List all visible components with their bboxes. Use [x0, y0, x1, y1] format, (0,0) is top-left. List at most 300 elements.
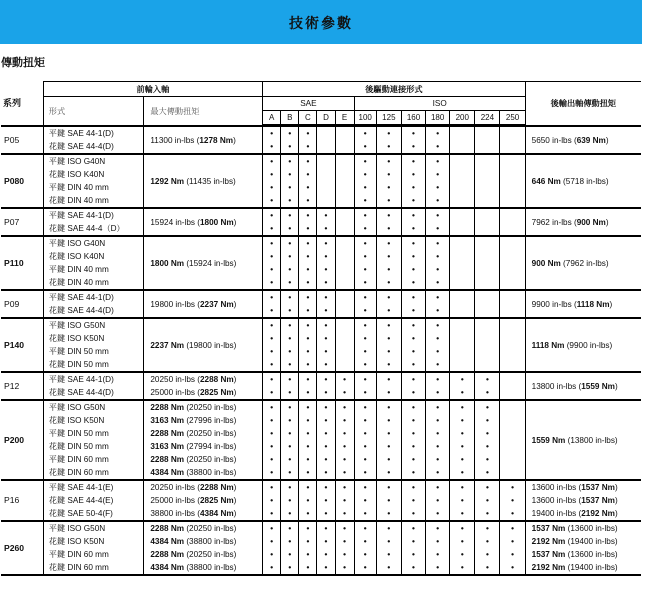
compat-cell [475, 208, 500, 236]
nm-value: 2192 Nm [531, 537, 566, 546]
compat-dot: • [387, 334, 391, 343]
output-torque-header: 後輸出軸傳動扭矩 [525, 82, 641, 127]
compat-dot: • [288, 142, 292, 151]
compat-dot: • [306, 347, 310, 356]
compat-dot: • [288, 455, 292, 464]
compat-dot: • [511, 509, 514, 518]
compat-dot: • [288, 388, 292, 397]
compat-dot: • [363, 537, 367, 546]
form-line: 花鍵 SAE 44-4(D) [48, 306, 114, 315]
nm-value: 1800 Nm [199, 217, 234, 227]
compat-cell [401, 236, 425, 290]
nm-value: 2288 Nm [150, 403, 185, 412]
value-text: (27996 in-lbs) [184, 416, 237, 425]
compat-dot: • [270, 496, 274, 505]
output-torque-cell [525, 480, 641, 521]
compat-dot: • [288, 468, 292, 477]
value-line [532, 298, 641, 311]
compat-cell [450, 208, 475, 236]
form-line: 平鍵 SAE 44-1(D) [48, 211, 114, 220]
compat-cell [426, 372, 450, 400]
value-text: (19800 in-lbs) [184, 340, 237, 350]
nm-value: 3163 Nm [150, 442, 185, 451]
compat-dot: • [324, 455, 328, 464]
value-line [532, 561, 641, 574]
compat-dot: • [436, 468, 440, 477]
form-line: 平鍵 DIN 40 mm [48, 183, 109, 192]
max-torque-cell [144, 208, 263, 236]
flange-col-header: B [281, 111, 299, 125]
compat-cell [263, 521, 281, 575]
compat-dot: • [363, 293, 367, 302]
compat-cell [335, 236, 354, 290]
flange-col-header: 160 [401, 111, 425, 125]
nm-value: 1537 Nm [531, 550, 566, 559]
compat-dot: • [324, 375, 328, 384]
compat-dot: • [324, 224, 328, 233]
nm-value: 1537 Nm [581, 496, 615, 505]
form-header: 形式 [43, 97, 144, 127]
compat-dot: • [270, 183, 274, 192]
compat-dot: • [436, 170, 440, 179]
compat-dot: • [387, 403, 391, 412]
compat-dot: • [412, 157, 415, 166]
nm-value: 2288 Nm [150, 550, 185, 559]
compat-cell [426, 480, 450, 521]
compat-dot: • [363, 306, 367, 315]
compat-dot: • [387, 170, 391, 179]
compat-dot: • [436, 403, 440, 412]
compat-dot: • [363, 211, 367, 220]
compat-dot: • [387, 239, 391, 248]
compat-dot: • [436, 293, 440, 302]
compat-cell [376, 318, 401, 372]
compat-cell [335, 521, 354, 575]
compat-dot: • [343, 388, 347, 397]
series-cell: P09 [1, 290, 43, 318]
compat-cell [354, 480, 376, 521]
compat-dot: • [511, 496, 514, 505]
compat-cell [354, 372, 376, 400]
value-text: (13600 in-lbs) [565, 524, 618, 533]
value-line [150, 535, 262, 548]
value-line [532, 380, 641, 393]
table-row [1, 290, 641, 318]
compat-dot: • [270, 224, 274, 233]
compat-dot: • [436, 252, 440, 261]
value-text: (19400 in-lbs) [565, 537, 618, 546]
compat-dot: • [343, 509, 347, 518]
compat-dot: • [288, 211, 292, 220]
compat-cell [263, 400, 281, 480]
form-line: 花鍵 ISO K40N [48, 252, 105, 261]
max-torque-cell [144, 480, 263, 521]
compat-dot: • [324, 509, 328, 518]
compat-dot: • [324, 403, 328, 412]
compat-cell [401, 521, 425, 575]
compat-dot: • [387, 347, 391, 356]
compat-dot: • [324, 321, 328, 330]
form-line: 平鍵 SAE 44-1(D) [48, 375, 114, 384]
compat-dot: • [436, 429, 440, 438]
compat-dot: • [288, 375, 292, 384]
compat-dot: • [363, 524, 367, 533]
compat-dot: • [412, 483, 415, 492]
form-line: 平鍵 SAE 44-1(D) [48, 293, 114, 302]
compat-dot: • [363, 224, 367, 233]
compat-cell [354, 521, 376, 575]
nm-value: 4384 Nm [199, 509, 234, 518]
value-line [150, 134, 262, 147]
form-line: 平鍵 ISO G50N [48, 321, 106, 330]
nm-value: 1800 Nm [150, 258, 185, 268]
compat-dot: • [306, 388, 310, 397]
value-text: ) [233, 388, 237, 397]
compat-dot: • [324, 293, 328, 302]
compat-cell [500, 372, 525, 400]
compat-dot: • [324, 524, 328, 533]
compat-dot: • [306, 265, 310, 274]
compat-dot: • [288, 483, 292, 492]
compat-cell [401, 290, 425, 318]
compat-dot: • [306, 375, 310, 384]
compat-cell [376, 126, 401, 154]
value-line [150, 339, 262, 352]
compat-dot: • [363, 496, 367, 505]
compat-dot: • [460, 483, 464, 492]
compat-dot: • [436, 442, 440, 451]
compat-dot: • [324, 306, 328, 315]
compat-cell [450, 521, 475, 575]
compat-dot: • [324, 360, 328, 369]
compat-dot: • [485, 550, 489, 559]
flange-col-header: 250 [500, 111, 525, 125]
compat-dot: • [363, 360, 367, 369]
compat-dot: • [412, 429, 415, 438]
value-line [532, 535, 641, 548]
value-line [532, 548, 641, 561]
compat-dot: • [306, 224, 310, 233]
compat-dot: • [288, 265, 292, 274]
compat-cell [299, 480, 317, 521]
compat-cell [376, 290, 401, 318]
nm-value: 639 Nm [576, 135, 606, 145]
compat-dot: • [288, 196, 292, 205]
form-line: 平鍵 ISO G50N [48, 403, 106, 412]
compat-dot: • [387, 224, 391, 233]
value-text: (27994 in-lbs) [184, 442, 237, 451]
compat-dot: • [412, 563, 415, 572]
table-row [1, 126, 641, 154]
form-cell [43, 290, 144, 318]
compat-dot: • [387, 211, 391, 220]
form-cell [43, 521, 144, 575]
value-text: (19400 in-lbs) [565, 563, 618, 572]
compat-dot: • [270, 388, 274, 397]
compat-dot: • [288, 403, 292, 412]
compat-cell [376, 236, 401, 290]
series-cell: P12 [1, 372, 43, 400]
compat-dot: • [387, 563, 391, 572]
value-line [150, 440, 262, 453]
compat-cell [299, 208, 317, 236]
compat-dot: • [387, 306, 391, 315]
output-torque-cell [525, 126, 641, 154]
compat-dot: • [436, 196, 440, 205]
compat-dot: • [460, 375, 464, 384]
compat-dot: • [387, 360, 391, 369]
nm-value: 2192 Nm [581, 509, 615, 518]
output-torque-cell [525, 372, 641, 400]
compat-dot: • [460, 524, 464, 533]
compat-dot: • [460, 429, 464, 438]
compat-dot: • [412, 321, 415, 330]
compat-dot: • [324, 537, 328, 546]
compat-dot: • [387, 416, 391, 425]
compat-cell [500, 154, 525, 208]
compat-cell [263, 126, 281, 154]
compat-dot: • [363, 157, 367, 166]
compat-dot: • [288, 524, 292, 533]
value-text: ) [614, 483, 618, 492]
compat-dot: • [436, 509, 440, 518]
compat-dot: • [412, 211, 415, 220]
form-line: 花鍵 SAE 44-4(D) [48, 142, 114, 151]
compat-cell [281, 208, 299, 236]
compat-dot: • [306, 496, 310, 505]
compat-dot: • [387, 388, 391, 397]
value-line [150, 427, 262, 440]
iso-header: ISO [354, 97, 525, 111]
compat-dot: • [436, 334, 440, 343]
compat-dot: • [324, 416, 328, 425]
compat-dot: • [387, 550, 391, 559]
nm-value: 2288 Nm [199, 375, 234, 384]
compat-dot: • [387, 442, 391, 451]
compat-dot: • [288, 157, 292, 166]
compat-dot: • [288, 496, 292, 505]
input-shaft-group-header: 前輪入軸 [43, 82, 262, 97]
compat-dot: • [436, 239, 440, 248]
compat-dot: • [306, 196, 310, 205]
compat-dot: • [288, 321, 292, 330]
compat-dot: • [412, 183, 415, 192]
compat-dot: • [436, 321, 440, 330]
output-torque-cell [525, 208, 641, 236]
compat-cell [299, 400, 317, 480]
max-torque-cell [144, 400, 263, 480]
nm-value: 2825 Nm [199, 388, 234, 397]
compat-dot: • [363, 550, 367, 559]
compat-dot: • [270, 429, 274, 438]
compat-dot: • [324, 239, 328, 248]
form-line: 平鍵 DIN 40 mm [48, 265, 109, 274]
value-line [532, 257, 641, 270]
compat-dot: • [306, 455, 310, 464]
value-text: ) [614, 496, 618, 505]
compat-dot: • [412, 524, 415, 533]
compat-dot: • [436, 157, 440, 166]
compat-dot: • [436, 483, 440, 492]
compat-dot: • [460, 388, 464, 397]
flange-col-header: 100 [354, 111, 376, 125]
compat-dot: • [288, 429, 292, 438]
compat-dot: • [485, 537, 489, 546]
page-title: 技術參數 [289, 15, 353, 31]
value-text: (20250 in-lbs) [184, 403, 237, 412]
compat-cell [500, 400, 525, 480]
compat-dot: • [343, 429, 347, 438]
compat-cell [299, 126, 317, 154]
sae-header: SAE [263, 97, 355, 111]
compat-dot: • [270, 403, 274, 412]
compat-cell [317, 236, 335, 290]
compat-dot: • [412, 347, 415, 356]
compat-dot: • [343, 442, 347, 451]
compat-dot: • [436, 142, 440, 151]
value-text: (11435 in-lbs) [184, 176, 236, 186]
compat-cell [401, 318, 425, 372]
value-text: (13600 in-lbs) [565, 550, 618, 559]
compat-dot: • [343, 537, 347, 546]
compat-dot: • [387, 468, 391, 477]
value-text: ) [233, 299, 237, 309]
compat-dot: • [363, 239, 367, 248]
compat-cell [354, 318, 376, 372]
compat-dot: • [412, 537, 415, 546]
compat-dot: • [412, 224, 415, 233]
compat-cell [299, 290, 317, 318]
compat-cell [354, 154, 376, 208]
compat-cell [354, 400, 376, 480]
compat-dot: • [270, 524, 274, 533]
compat-dot: • [288, 239, 292, 248]
compat-dot: • [270, 563, 274, 572]
form-line: 平鍵 DIN 60 mm [48, 455, 109, 464]
compat-dot: • [511, 563, 514, 572]
compat-dot: • [270, 455, 274, 464]
form-cell [43, 154, 144, 208]
form-line: 平鍵 ISO G50N [48, 524, 106, 533]
nm-value: 646 Nm [531, 176, 561, 186]
nm-value: 4384 Nm [150, 537, 185, 546]
series-header: 系列 [1, 82, 43, 127]
value-text: 13600 in-lbs ( [531, 483, 582, 492]
compat-dot: • [412, 239, 415, 248]
form-line: 花鍵 ISO K50N [48, 537, 105, 546]
value-text: ) [233, 509, 237, 518]
compat-dot: • [485, 524, 489, 533]
compat-dot: • [387, 509, 391, 518]
compat-cell [426, 290, 450, 318]
compat-dot: • [270, 550, 274, 559]
compat-cell [426, 126, 450, 154]
value-line [532, 339, 641, 352]
value-line [150, 481, 262, 494]
value-text: (15924 in-lbs) [184, 258, 237, 268]
compat-cell [426, 521, 450, 575]
compat-dot: • [270, 278, 274, 287]
compat-dot: • [436, 306, 440, 315]
compat-cell [376, 480, 401, 521]
value-text: (38800 in-lbs) [184, 537, 237, 546]
compat-dot: • [343, 375, 347, 384]
value-text: (20250 in-lbs) [184, 455, 237, 464]
compat-dot: • [363, 483, 367, 492]
nm-value: 2237 Nm [150, 340, 185, 350]
compat-cell [317, 480, 335, 521]
compat-dot: • [288, 183, 292, 192]
compat-dot: • [436, 563, 440, 572]
flange-col-header: 224 [475, 111, 500, 125]
nm-value: 2825 Nm [199, 496, 234, 505]
value-text: 9900 in-lbs ( [531, 299, 577, 309]
compat-cell [281, 372, 299, 400]
compat-cell [281, 126, 299, 154]
compat-dot: • [270, 157, 274, 166]
value-text: ) [605, 217, 609, 227]
compat-dot: • [485, 375, 489, 384]
compat-cell [281, 154, 299, 208]
value-line [532, 216, 641, 229]
compat-cell [450, 290, 475, 318]
value-line [150, 216, 262, 229]
compat-dot: • [387, 278, 391, 287]
compat-cell [376, 154, 401, 208]
compat-cell [401, 372, 425, 400]
compat-cell [335, 480, 354, 521]
compat-dot: • [306, 550, 310, 559]
compat-cell [426, 154, 450, 208]
form-line: 花鍵 DIN 40 mm [48, 278, 109, 287]
compat-dot: • [270, 537, 274, 546]
compat-dot: • [324, 388, 328, 397]
compat-dot: • [363, 278, 367, 287]
compat-dot: • [306, 306, 310, 315]
compat-cell [263, 372, 281, 400]
compat-dot: • [460, 416, 464, 425]
compat-dot: • [412, 278, 415, 287]
compat-dot: • [387, 537, 391, 546]
compat-dot: • [387, 375, 391, 384]
compat-dot: • [306, 416, 310, 425]
compat-dot: • [343, 483, 347, 492]
compat-dot: • [436, 347, 440, 356]
nm-value: 1118 Nm [576, 299, 610, 309]
compat-dot: • [324, 347, 328, 356]
value-line [532, 134, 641, 147]
compat-dot: • [288, 278, 292, 287]
value-line [150, 466, 262, 479]
value-line [150, 373, 262, 386]
form-cell [43, 236, 144, 290]
compat-dot: • [306, 239, 310, 248]
compat-cell [500, 318, 525, 372]
compat-dot: • [363, 375, 367, 384]
compat-dot: • [485, 483, 489, 492]
compat-cell [450, 318, 475, 372]
compat-cell [281, 480, 299, 521]
compat-cell [376, 208, 401, 236]
compat-dot: • [343, 563, 347, 572]
compat-cell [475, 521, 500, 575]
compat-dot: • [387, 129, 391, 138]
compat-dot: • [270, 360, 274, 369]
form-cell [43, 372, 144, 400]
form-line: 花鍵 DIN 40 mm [48, 196, 109, 205]
header-banner [0, 0, 642, 44]
compat-dot: • [387, 157, 391, 166]
